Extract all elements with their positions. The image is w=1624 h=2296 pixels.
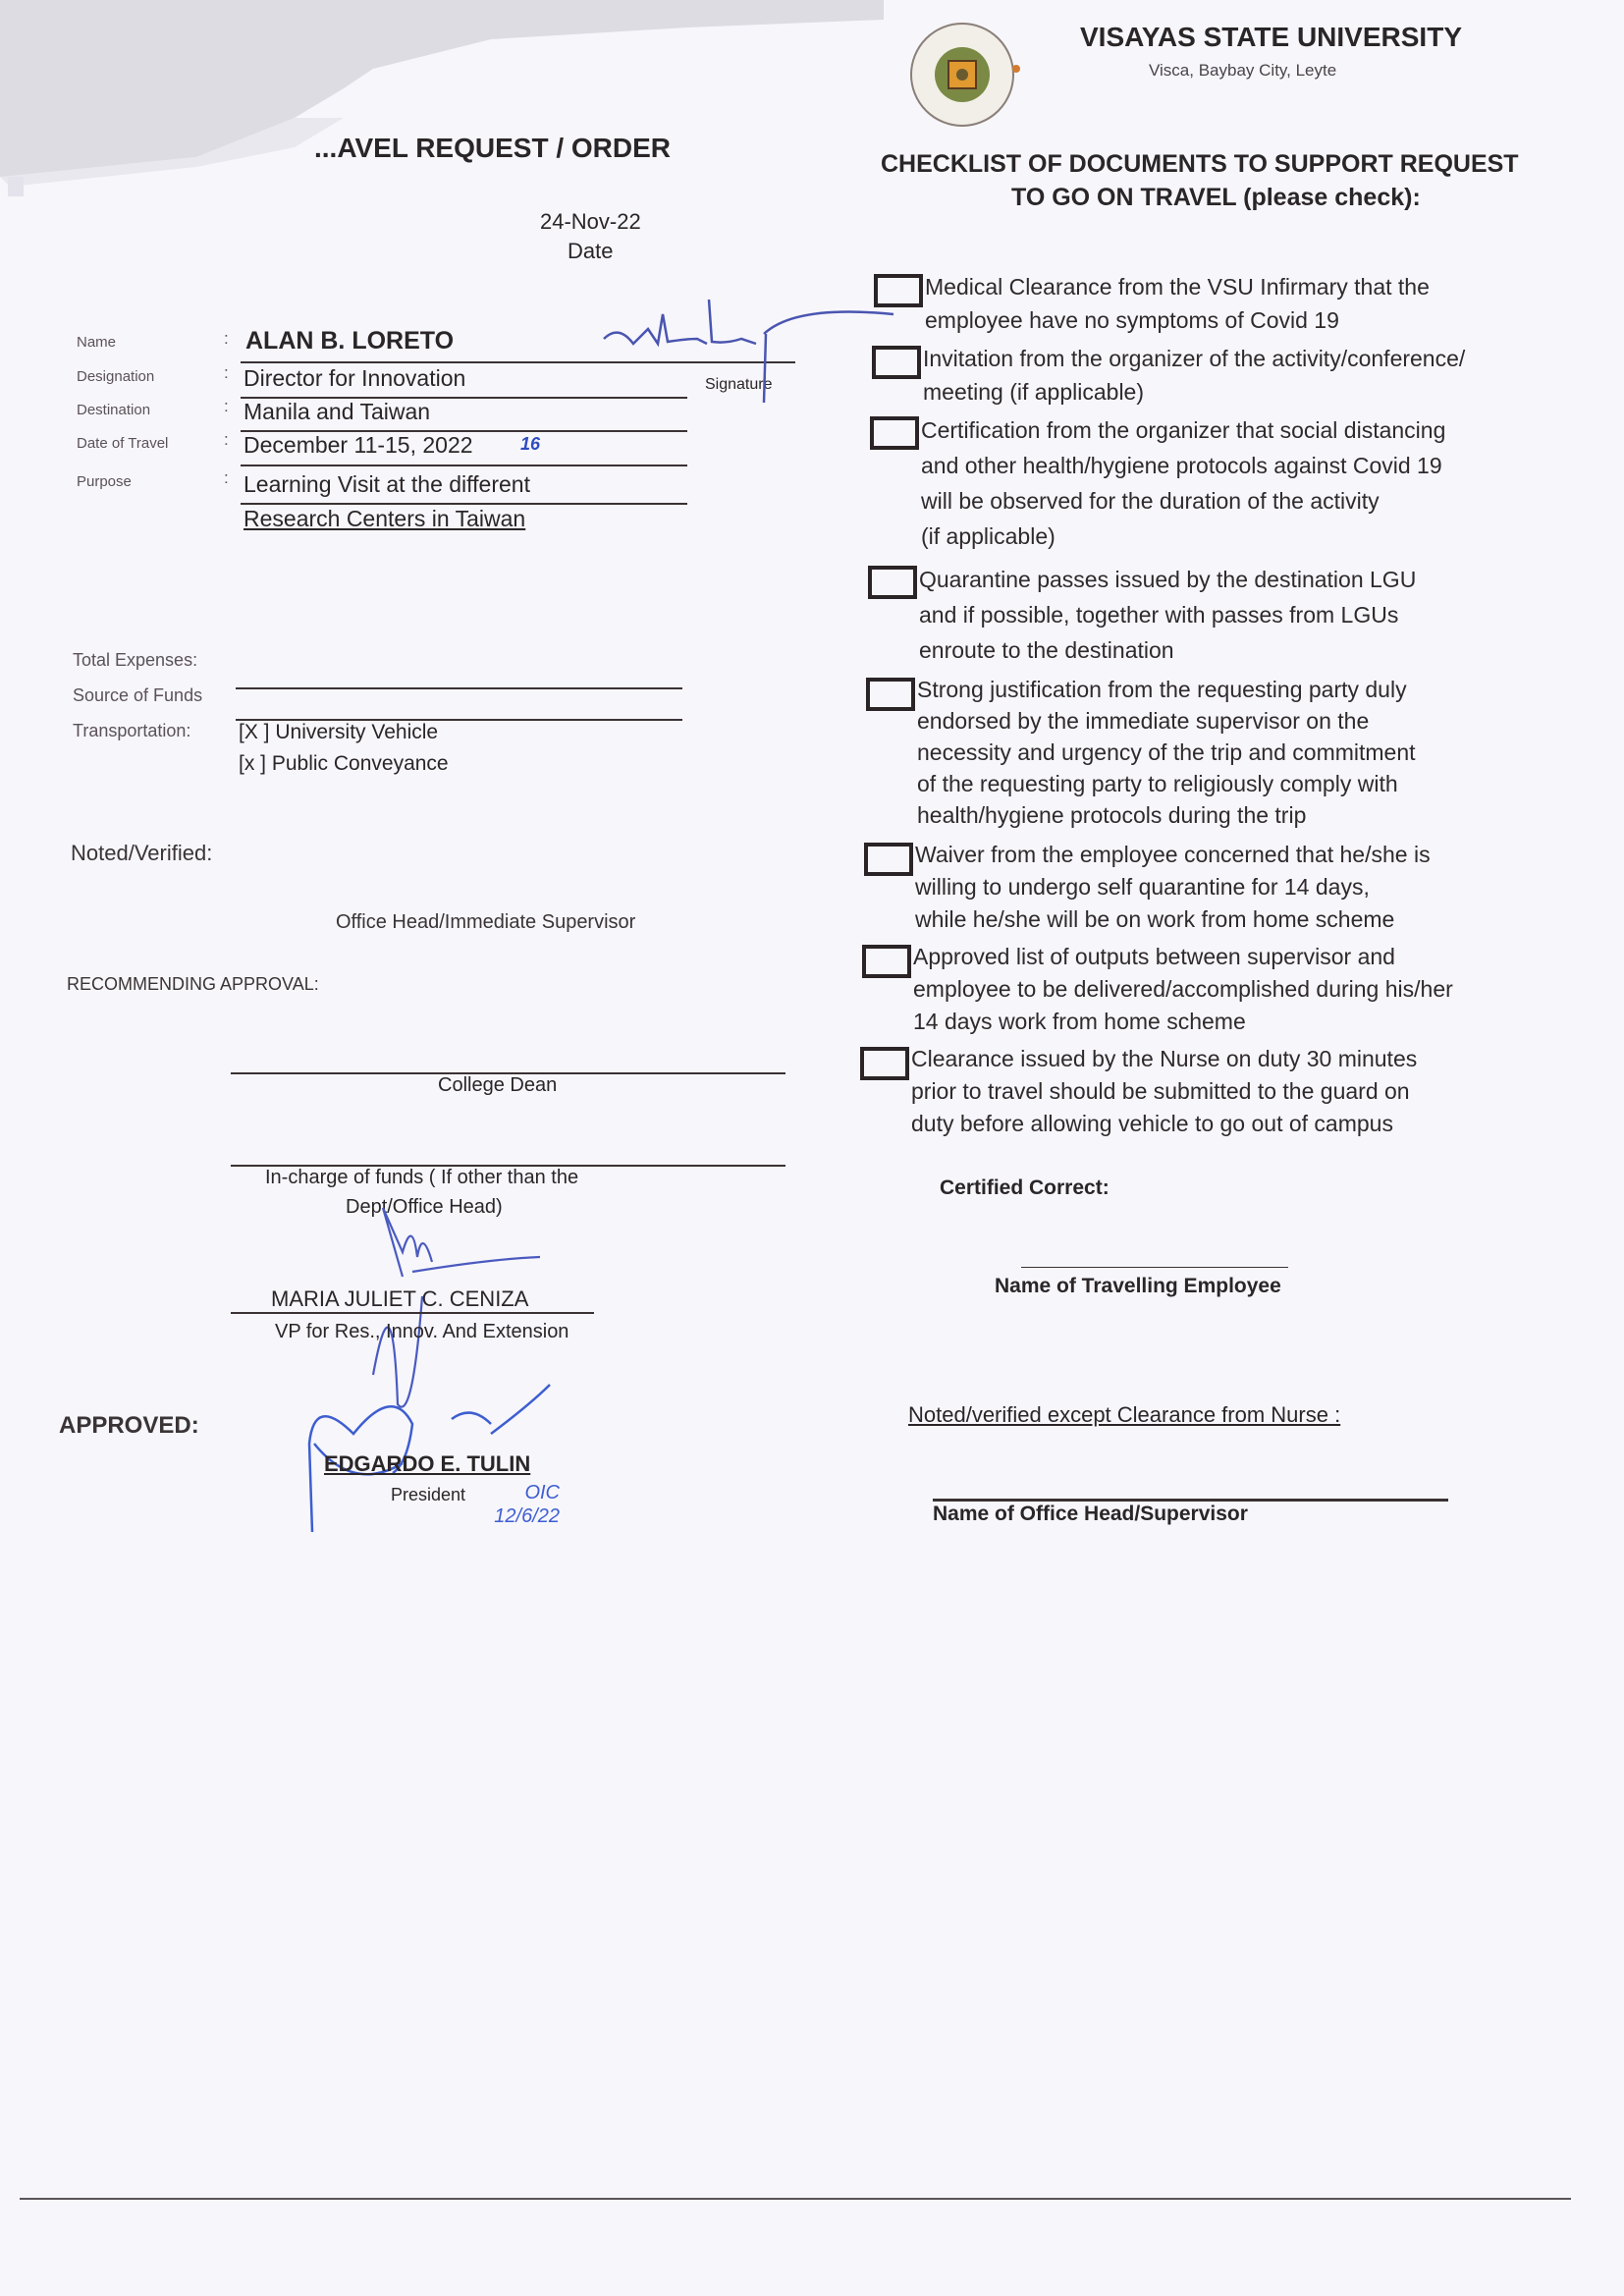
transportation-label: Transportation: [73,721,191,740]
university-seal-logo [893,18,1036,131]
checklist-item-line: while he/she will be on work from home scheme [915,906,1395,932]
checklist-item-line: Quarantine passes issued by the destination LGU [919,567,1417,592]
checklist-item-line: duty before allowing vehicle to go out of campus [911,1111,1393,1136]
recommending-approval-label: RECOMMENDING APPROVAL: [67,974,319,994]
bottom-rule [20,2198,1571,2200]
checklist-item-line: Medical Clearance from the VSU Infirmary that the [925,274,1430,300]
date-of-travel-label: Date of Travel [77,435,169,452]
checklist-item-line: health/hygiene protocols during the trip [917,802,1307,828]
checklist-item-text [923,342,1465,409]
checklist-item-line: and other health/hygiene protocols against Covid 19 [921,453,1442,478]
checklist-item-line: and if possible, together with passes from LGUs [919,602,1399,628]
checklist-item-line: of the requesting party to religiously comply with [917,771,1398,796]
checklist-checkbox[interactable] [864,843,913,876]
checklist-item-line: (if applicable) [921,523,1056,549]
checklist-item-line: Certification from the organizer that social distancing [921,417,1446,443]
checklist-item-line: Clearance issued by the Nurse on duty 30 minutes [911,1046,1418,1071]
checklist-item-line: willing to undergo self quarantine for 14 days, [915,874,1370,900]
colon: : [224,397,229,415]
name-label: Name [77,334,117,351]
travelling-employee-label: Name of Travelling Employee [995,1275,1281,1297]
checklist-item-line: prior to travel should be submitted to the guard on [911,1078,1410,1104]
in-charge-label-2: Dept/Office Head) [346,1196,503,1218]
checklist-title-1: CHECKLIST OF DOCUMENTS TO SUPPORT REQUEST [881,150,1519,178]
checklist-checkbox[interactable] [866,678,915,711]
total-expenses-line [236,687,682,689]
checklist-title-2: TO GO ON TRAVEL (please check): [1011,184,1421,211]
checklist-item-text [917,674,1416,831]
form-title: ...AVEL REQUEST / ORDER [314,133,672,163]
destination-value[interactable]: Manila and Taiwan [244,399,431,424]
name-value[interactable]: ALAN B. LORETO [245,327,455,355]
checklist-item-line: will be observed for the duration of the activity [921,488,1380,514]
purpose-line [241,503,687,505]
checklist-item-line: endorsed by the immediate supervisor on the [917,708,1370,734]
designation-label: Designation [77,368,155,385]
destination-label: Destination [77,402,151,418]
checklist-item-line: employee have no symptoms of Covid 19 [925,307,1339,333]
travelling-employee-line [1021,1267,1288,1268]
checklist-item-line: meeting (if applicable) [923,379,1145,405]
checklist-item-text [913,941,1453,1038]
vp-line [231,1312,594,1314]
university-name: VISAYAS STATE UNIVERSITY [1080,22,1462,52]
checklist-item-line: employee to be delivered/accomplished during his/her [913,976,1453,1002]
president-title: President [391,1485,466,1504]
purpose-label: Purpose [77,473,132,490]
transport-option-university-vehicle[interactable]: [X ] University Vehicle [239,721,439,743]
checklist-checkbox[interactable] [860,1047,909,1080]
torn-paper-shadow [0,0,884,196]
purpose-value-2[interactable]: Research Centers in Taiwan [244,506,526,531]
approved-label: APPROVED: [59,1412,199,1439]
checklist-item-text [925,270,1430,337]
checklist-item-line: 14 days work from home scheme [913,1009,1246,1034]
checklist-item-line: Invitation from the organizer of the activity/conference/ [923,346,1466,371]
checklist-checkbox[interactable] [868,566,917,599]
request-date: 24-Nov-22 [540,209,641,234]
purpose-value[interactable]: Learning Visit at the different [244,471,530,497]
vp-title: VP for Res., Innov. And Extension [275,1321,569,1342]
office-head-label: Office Head/Immediate Supervisor [336,911,636,933]
designation-value[interactable]: Director for Innovation [244,365,466,391]
colon: : [224,363,229,382]
handwritten-oic-note: OIC 12/6/22 [494,1482,560,1527]
checklist-checkbox[interactable] [872,346,921,379]
university-address: Visca, Baybay City, Leyte [1149,61,1337,80]
checklist-item-text [915,839,1431,936]
transport-option-public-conveyance[interactable]: [x ] Public Conveyance [239,752,449,775]
vp-name: MARIA JULIET C. CENIZA [271,1286,529,1311]
noted-verified-label: Noted/Verified: [71,841,213,865]
office-head-line [933,1499,1448,1502]
colon: : [224,329,229,348]
date-line [241,465,687,466]
applicant-signature [599,285,893,403]
checklist-checkbox[interactable] [870,416,919,450]
certified-correct-label: Certified Correct: [940,1176,1110,1199]
date-label: Date [568,239,614,263]
checklist-item-text [921,412,1445,554]
college-dean-label: College Dean [438,1074,558,1096]
source-of-funds-label: Source of Funds [73,685,203,705]
date-correction: 16 [520,434,541,454]
date-of-travel-value[interactable]: December 11-15, 2022 [244,432,473,458]
checklist-checkbox[interactable] [862,945,911,978]
checklist-item-text [911,1043,1417,1140]
colon: : [224,468,229,487]
checklist-checkbox[interactable] [874,274,923,307]
checklist-item-line: Approved list of outputs between supervisor and [913,944,1395,969]
signature-label: Signature [705,376,773,393]
checklist-item-line: Waiver from the employee concerned that he/she is [915,842,1431,867]
checklist-item-line: necessity and urgency of the trip and commitment [917,739,1416,765]
checklist-item-text [919,562,1416,668]
office-head-supervisor-label: Name of Office Head/Supervisor [933,1503,1248,1525]
colon: : [224,430,229,449]
checklist-item-line: Strong justification from the requesting party duly [917,677,1407,702]
noted-except-nurse-label: Noted/verified except Clearance from Nurse : [908,1402,1341,1427]
in-charge-label-1: In-charge of funds ( If other than the [265,1167,579,1188]
president-name: EDGARDO E. TULIN [324,1451,531,1476]
checklist-item-line: enroute to the destination [919,637,1174,663]
total-expenses-label: Total Expenses: [73,650,198,670]
